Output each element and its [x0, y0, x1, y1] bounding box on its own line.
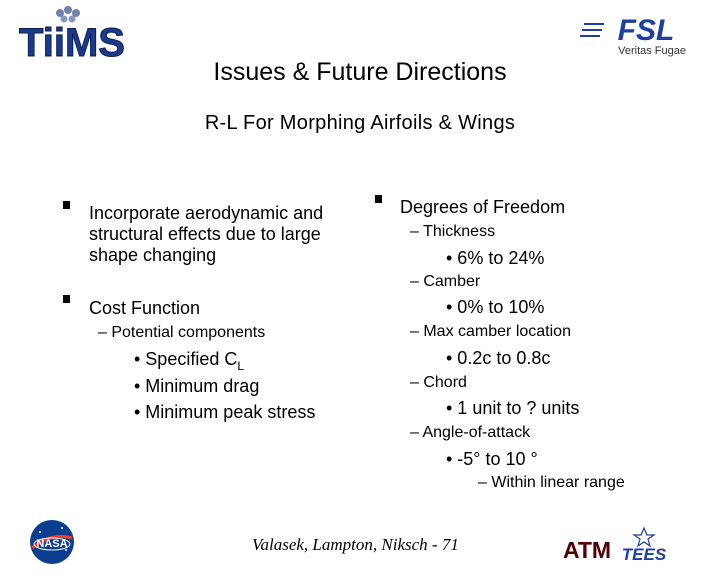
timms-logo-text: TiiMS [19, 21, 125, 65]
sub-angle-of-attack: – Angle-of-attack [410, 424, 531, 441]
item-degrees-of-freedom: Degrees of Freedom [400, 197, 566, 217]
item-aero-line1: Incorporate aerodynamic and [89, 203, 324, 223]
point-specified-cl-text: • Specified C [134, 349, 238, 369]
sub-max-camber-location: – Max camber location [410, 323, 571, 340]
point-specified-cl-subscript: L [237, 359, 245, 373]
value-max-camber-location: • 0.2c to 0.8c [446, 348, 551, 368]
item-aero-line2: structural effects due to large [89, 224, 321, 244]
fsl-logo [580, 10, 692, 58]
slide-title: Issues & Future Directions [213, 58, 507, 86]
item-aero-line3: shape changing [89, 245, 217, 265]
nasa-logo [28, 518, 76, 566]
value-thickness: • 6% to 24% [446, 248, 545, 268]
bullet-square-1 [63, 201, 70, 209]
fsl-motto: Veritas Fugae [618, 45, 686, 57]
fsl-logo-text: FSL [617, 14, 675, 47]
texas-am-logo [562, 524, 612, 566]
slide-subtitle: R-L For Morphing Airfoils & Wings [204, 112, 516, 134]
point-minimum-drag: • Minimum drag [134, 376, 260, 396]
point-minimum-peak-stress: • Minimum peak stress [134, 402, 316, 422]
sub-camber: – Camber [410, 273, 481, 290]
value-chord: • 1 unit to ? units [446, 398, 580, 418]
nasa-logo-text: NASA [36, 538, 68, 550]
tees-logo-text: TEES [621, 545, 667, 564]
sub-thickness: – Thickness [410, 223, 496, 240]
tees-logo [616, 526, 672, 564]
timms-logo [19, 4, 125, 65]
item-cost-function: Cost Function [89, 298, 201, 318]
footer-citation: Valasek, Lampton, Niksch - 71 [252, 535, 459, 554]
value-camber: • 0% to 10% [446, 297, 545, 317]
point-specified-cl [134, 349, 245, 373]
item-aero-structural [89, 203, 323, 266]
bullet-square-3 [375, 195, 382, 203]
texas-am-logo-text: ATM [562, 537, 612, 563]
value-angle-of-attack: • -5° to 10 ° [446, 449, 538, 469]
sub-chord: – Chord [410, 374, 467, 391]
note-within-linear-range: – Within linear range [478, 474, 625, 491]
bullet-square-2 [63, 295, 70, 303]
sub-potential-components: – Potential components [98, 324, 266, 341]
